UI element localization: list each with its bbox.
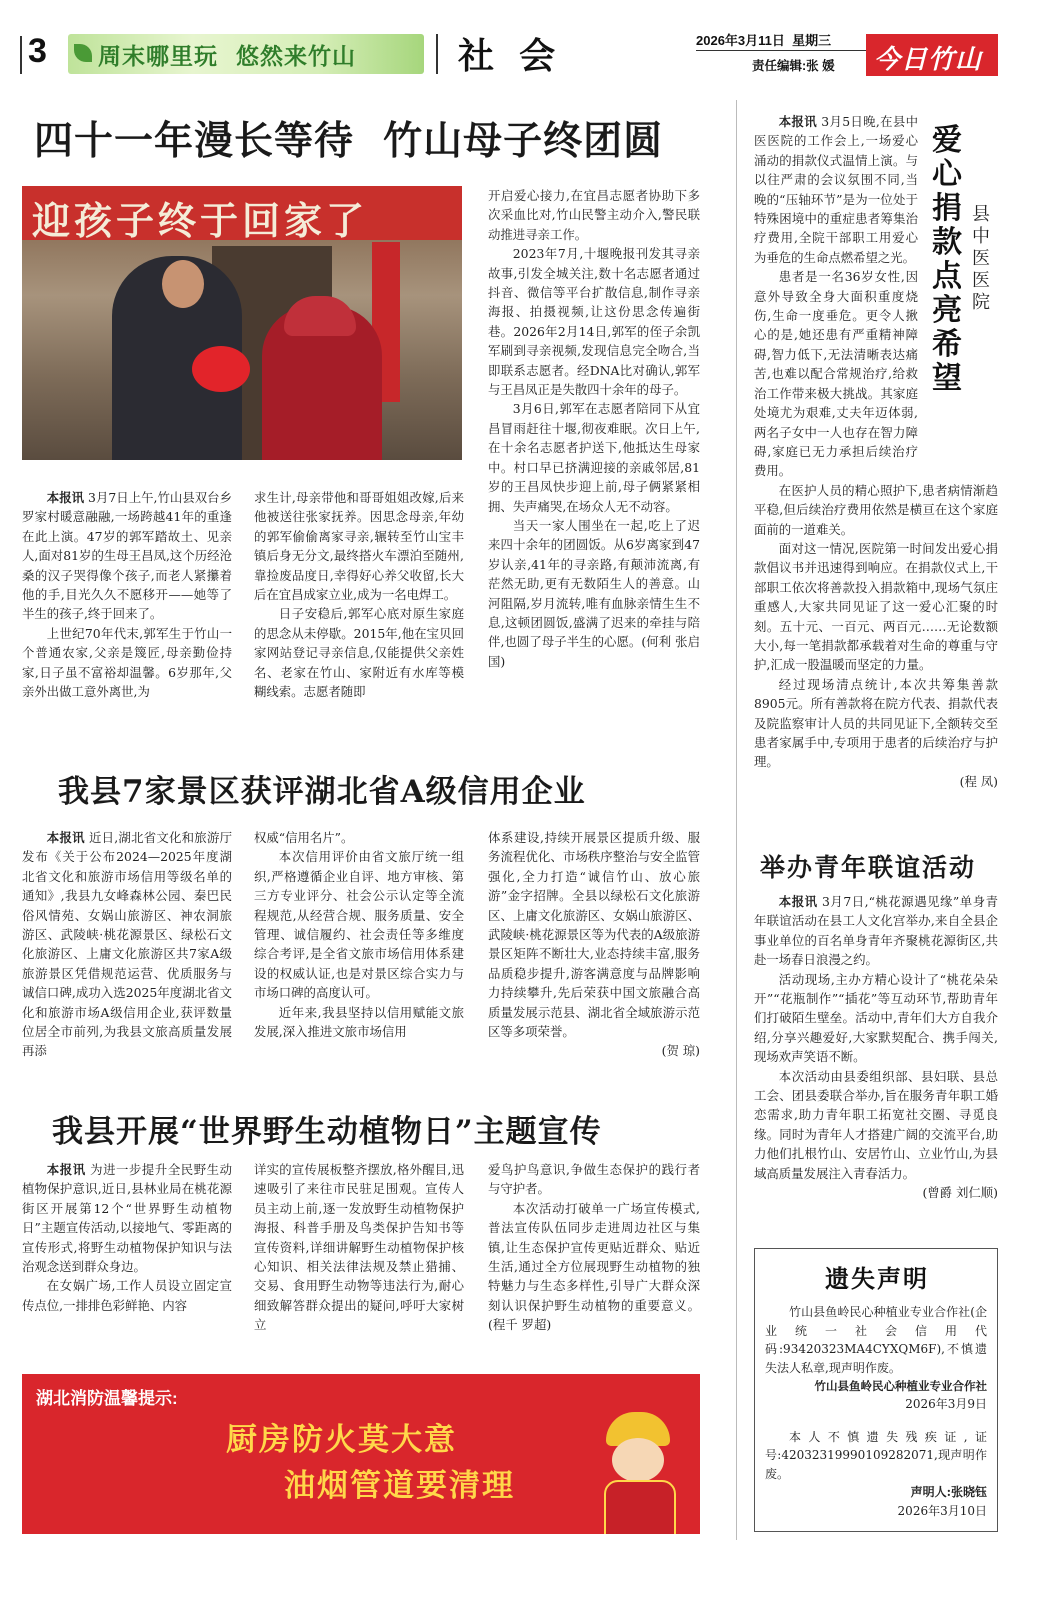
story1-headline: 四十一年漫长等待 竹山母子终团圆 [34,118,664,164]
ad-slogan-2: 油烟管道要清理 [284,1468,515,1504]
story5-byline: (曾爵 刘仁顺) [922,1185,998,1201]
story2-col3-p1: 体系建设,持续开展景区提质升级、服务流程优化、市场秩序整治与安全监管强化,全力打造“诚信竹山、放心旅游”金字招牌。全县以绿松石文化旅游区、上庸文化旅游区、女娲山旅游区、武陵峡·桃花源景区等为代表的A级旅游景区矩阵不断壮大,业态持续丰富,服务品质稳步提升,游客满意度与品牌影响力持续攀升,先后荣获中国文旅融合高质量发展示范县、湖北省全域旅游示范区等多项荣誉。 [488,830,700,1040]
story3-byline: (程千 罗超) [488,1317,552,1333]
story1-byline: (何利 张启国) [488,634,700,669]
story3-col2 [254,1160,464,1335]
story1-col3-p4: 当天一家人围坐在一起,吃上了迟来四十余年的团圆饭。从6岁离家到47岁认亲,41年的寻亲路,有颠沛流离,有茫然无助,更有无数陌生人的善意。山河阻隔,岁月流转,唯有血脉亲情生生不息,这顿团圆饭,盛满了迟来的牵挂与陪伴,也圆了母子半生的心愿。 [488,517,700,650]
story3-col1-p1: 为进一步提升全民野生动植物保护意识,近日,县林业局在桃花源街区开展第12个“世界野生动植物日”主题宣传活动,以接地气、零距离的宣传形式,将野生动植物保护知识与法治观念送到群众身边。 [22,1162,232,1275]
story2-col1-p1: 近日,湖北省文化和旅游厅发布《关于公布2024—2025年度湖北省文化和旅游市场信用等级名单的通知》,我县九女峰森林公园、秦巴民俗风情苑、女娲山旅游区、神农洞旅游区、武陵峡·桃花源景区、绿松石文化旅游区、上庸文化旅游区共7家A级旅游景区凭借规范运营、优质服务与诚信口碑,成功入选2025年度湖北省文化和旅游市场A级信用企业,获评数量位居全市前列,为我县文旅高质量发展再添 [22,830,232,1059]
story4-p2: 患者是一名36岁女性,因意外导致全身大面积重度烧伤,生命一度垂危。更令人揪心的是,她还患有严重精神障碍,智力低下,无法清晰表达痛苦,也难以配合常规治疗,给救治工作带来极大挑战。其家庭处境尤为艰难,丈夫年迈体弱,两名子女中一人也存在智力障碍,家庭已无力承担后续治疗费用。 [754,269,918,479]
issue-date: 2026年3月11日 星期三 [696,33,832,48]
logo-text: 今日竹山 [874,45,983,75]
story2-col1 [22,828,232,1061]
story2-col3 [488,828,700,1061]
story2-col2-p1: 权威“信用名片”。 [254,830,354,845]
story4-headline-sub: 县中医医院 [972,204,990,313]
story3-col2-p1: 详实的宣传展板整齐摆放,格外醒目,迅速吸引了来往市民驻足围观。宣传人员主动上前,逐一发放野生动植物保护海报、科普手册及鸟类保护告知书等宣传资料,详细讲解野生动植物保护核心知识、相关法律法规及禁止猎捕、交易、食用野生动物等违法行为,耐心细致解答群众提出的疑问,呼吁大家树立 [254,1162,464,1333]
story1-col3-p1: 开启爱心接力,在宜昌志愿者协助下多次采血比对,竹山民警主动介入,警民联动推进寻亲工作。 [488,188,700,242]
photo-red-banner [22,186,462,243]
header-rule [696,50,866,51]
story5-headline: 举办青年联谊活动 [760,853,977,882]
responsible-editor: 责任编辑:张 媛 [752,59,835,73]
story3-col3-p1: 爱鸟护鸟意识,争做生态保护的践行者与守护者。 [488,1162,700,1197]
notice-1-date: 2026年3月9日 [905,1397,987,1411]
story5-body [754,892,998,1203]
story4-lead: 本报讯 [778,114,817,129]
story5-p2: 活动现场,主办方精心设计了“桃花朵朵开”“花瓶制作”“插花”等互动环节,帮助青年们打破陌生壁垒。活动中,青年们大方自我介绍,分享兴趣爱好,大家默契配合、携手闯关,现场欢声笑语不断。 [754,971,998,1065]
story5-lead: 本报讯 [778,894,818,909]
story4-p5: 经过现场清点统计,本次共筹集善款8905元。所有善款将在院方代表、捐款代表及院监察审计人员的共同见证下,全额转交至患者家属手中,专项用于患者的后续治疗与护理。 [754,676,998,770]
story5-p1: 3月7日,“桃花源遇见缘”单身青年联谊活动在县工人文化宫举办,来自全县企事业单位的百名单身青年齐聚桃花源街区,共赴一场春日浪漫之约。 [754,894,999,968]
photo-banner-text: 迎孩子终于回家了 [32,198,369,243]
story1-col1 [22,488,232,701]
reunion-photo [22,186,462,460]
notice-2-date: 2026年3月10日 [897,1503,987,1518]
notice-2-signer: 声明人:张晓钰 [910,1485,987,1499]
notice-1-text: 竹山县鱼岭民心种植业专业合作社(企业统一社会信用代码:93420323MA4CYXQM6F),不慎遗失法人私章,现声明作废。 [765,1305,987,1375]
story2-byline: (贺 琼) [661,1043,700,1059]
story1-col1-p1: 3月7日上午,竹山县双台乡罗家村暖意融融,一场跨越41年的重逢在此上演。47岁的郭军踏故土、见亲人,面对81岁的生母王昌凤,这个历经沧桑的汉子哭得像个孩子,而老人紧攥着他的手,目光久久不愿移开——她等了半生的孩子,终于回来了。 [22,490,232,622]
story1-lead: 本报讯 [46,490,85,505]
ad-label: 湖北消防温馨提示: [36,1389,178,1408]
newspaper-logo [866,34,998,76]
story1-col2-p1: 求生计,母亲带他和哥哥姐姐改嫁,后来他被送往张家抚养。因思念母亲,年幼的郭军偷偷离家寻亲,辗转至竹山宝丰镇后身无分文,最终搭火车漂泊至随州,靠捡废品度日,幸得好心养父收留,长大后在宜昌成家立业,成为一名电焊工。 [254,490,464,603]
story2-col2 [254,828,464,1041]
photo-flower-bow [192,346,250,392]
fire-safety-ad [22,1374,700,1534]
story4-headline-main: 爱心捐款 点亮希望 [932,123,962,396]
story3-col3-p2: 本次活动打破单一广场宣传模式,普法宣传队伍同步走进周边社区与集镇,让生态保护宣传更贴近群众、贴近生活,通过全方位展现野生动植物的独特魅力与生态多样性,引导广大群众深刻认识保护野生动植物的重要意义。 [488,1200,700,1313]
ad-slogan-1: 厨房防火莫大意 [226,1422,457,1458]
column-rule [736,100,737,1540]
masthead [20,28,1019,84]
story3-col1 [22,1160,232,1315]
story2-lead: 本报讯 [46,830,85,845]
story2-col2-p2: 本次信用评价由省文旅厅统一组织,严格遵循企业自评、地方审核、第三方专业评分、社会公示认定等全流程规范,从经营合规、服务质量、安全管理、诚信履约、社会责任等多维度综合考评,是全省文旅市场信用体系建设的权威认证,也是对景区综合实力与市场口碑的高度认可。 [254,849,464,1001]
story1-col3-p2: 2023年7月,十堰晚报刊发其寻亲故事,引发全城关注,数十名志愿者通过抖音、微信等平台扩散信息,制作寻亲海报、拍摄视频,让这份思念传遍街巷。2026年2月14日,郭军的侄子余凯军刷到寻亲视频,发现信息完全吻合,当即联系志愿者。经DNA比对确认,郭军与王昌凤正是失散四十余年的母子。 [488,246,700,398]
firefighter-mascot-icon [598,1412,678,1532]
story1-col1-p2: 上世纪70年代末,郭军生于竹山一个普通农家,父亲是篾匠,母亲勤俭持家,日子虽不富裕却温馨。6岁那年,父亲外出做工意外离世,为 [22,625,232,700]
weekend-banner [68,34,424,74]
photo-woman-hat [284,296,356,336]
notice-1-signer: 竹山县鱼岭民心种植业专业合作社 [814,1379,987,1393]
story3-col3 [488,1160,700,1335]
story4-p1: 3月5日晚,在县中医医院的工作会上,一场爱心涌动的捐款仪式温情上演。与以往严肃的会议氛围不同,当晚的“压轴环节”是为一位处于特殊困境中的重症患者筹集治疗费用,全院干部职工用爱心为垂危的生命点燃希望之光。 [754,114,918,265]
story4-body [754,112,998,791]
story4-p3: 在医护人员的精心照护下,患者病情渐趋平稳,但后续治疗费用依然是横亘在这个家庭面前的一道难关。 [754,482,998,537]
notice-title: 遗失声明 [825,1264,929,1293]
story1-col3-p3: 3月6日,郭军在志愿者陪同下从宜昌冒雨赶往十堰,彻夜难眠。次日上午,在十余名志愿者护送下,他抵达生母家中。村口早已挤满迎接的亲戚邻居,81岁的王昌凤快步迎上前,母子俩紧紧相拥、失声痛哭,在场众人无不动容。 [488,401,700,514]
section-title: 社 会 [458,35,556,77]
section-divider [436,34,438,74]
lost-notice-box [754,1248,998,1532]
story3-headline: 我县开展“世界野生动植物日”主题宣传 [52,1114,602,1150]
notice-2-text: 本人不慎遗失残疾证,证号:420323199901092820​71,现声明作废。 [765,1429,987,1481]
story3-lead: 本报讯 [46,1162,86,1177]
photo-man-face [162,260,204,308]
page-number-divider [20,36,22,74]
weekend-banner-text: 周末哪里玩 悠然来竹山 [98,43,357,70]
story1-col2 [254,488,464,701]
page-number: 3 [28,32,47,70]
leaf-icon [74,44,92,62]
story2-headline: 我县7家景区获评湖北省A级信用企业 [58,774,586,810]
story2-col2-p3: 近年来,我县坚持以信用赋能文旅发展,深入推进文旅市场信用 [254,1004,464,1040]
story1-col3 [488,186,700,671]
story3-col1-p2: 在女娲广场,工作人员设立固定宣传点位,一排排色彩鲜艳、内容 [22,1278,232,1313]
story5-p3: 本次活动由县委组织部、县妇联、县总工会、团县委联合举办,旨在服务青年职工婚恋需求,助力青年职工拓宽社交圈、寻觅良缘。同时为青年人才搭建广阔的交流平台,助力他们扎根竹山、安居竹山、立业竹山,为县域高质量发展注入青春活力。 [754,1068,998,1181]
story1-col2-p2: 日子安稳后,郭军心底对原生家庭的思念从未停歇。2015年,他在宝贝回家网站登记寻亲信息,仅能提供父亲姓名、老家在竹山、家附近有水库等模糊线索。志愿者随即 [254,606,464,700]
story4-p4: 面对这一情况,医院第一时间发出爱心捐款倡议书并迅速得到响应。在捐款仪式上,干部职工依次将善款投入捐款箱中,现场气氛庄重感人,大家共同见证了这一爱心汇聚的时刻。五十元、一百元、两百元……无论数额大小,每一笔捐款都承载着对生命的尊重与守护,汇成一股温暖而坚定的力量。 [754,540,998,673]
story4-byline: (程 凤) [959,773,998,789]
